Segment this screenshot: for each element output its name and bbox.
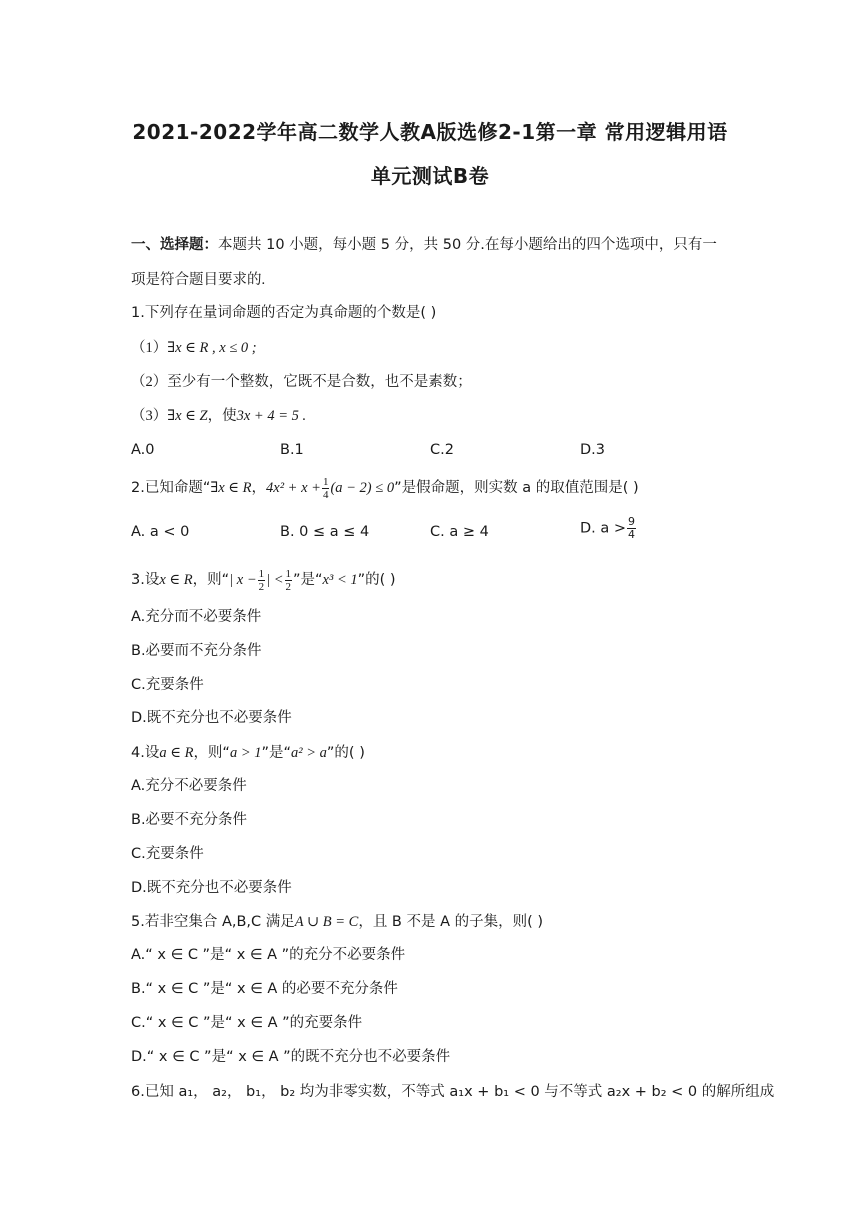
q2-math-a: ∃x ∈ R: [210, 479, 252, 496]
q1-item-3-label: （3）: [131, 408, 168, 424]
q2-option-c: C. a ≥ 4: [430, 524, 489, 540]
q2-frac-num: 1: [322, 476, 329, 488]
q1-item-3-text: ，使: [207, 408, 237, 424]
q5-option-a: A.“ x ∈ C ”是“ x ∈ A ”的充分不必要条件: [131, 947, 406, 963]
q2-option-d-den: 4: [628, 528, 636, 541]
q1-item-3: [131, 406, 306, 426]
page-subtitle: 单元测试B卷: [370, 164, 490, 188]
q4-option-a: A.充分不必要条件: [131, 778, 247, 794]
q2-option-a: A. a < 0: [131, 524, 190, 540]
q4-option-b: B.必要不充分条件: [131, 812, 248, 828]
q2-option-d-num: 9: [628, 515, 636, 528]
q4-option-d: D.既不充分也不必要条件: [131, 880, 292, 896]
q3-frac2-num: 1: [285, 568, 292, 580]
q2-prefix: 2.已知命题“: [131, 479, 211, 496]
section-intro-text: 本题共 10 小题，每小题 5 分，共 50 分.在每小题给出的四个选项中，只有一: [218, 237, 717, 253]
q2-frac-den: 4: [322, 489, 329, 501]
q5-option-b: B.“ x ∈ C ”是“ x ∈ A 的必要不充分条件: [131, 981, 398, 997]
q1-option-c: C.2: [430, 442, 454, 458]
q1-item-3-math-a: ∃x ∈ Z: [167, 408, 208, 424]
q3-fraction-2: [285, 568, 293, 593]
q3-stem: [131, 568, 396, 593]
q3-prefix: 3.设: [131, 571, 160, 588]
q2-option-b: B. 0 ≤ a ≤ 4: [280, 524, 370, 540]
q2-math-b: 4x² + x +: [266, 479, 321, 496]
q3-option-c: C.充要条件: [131, 677, 204, 693]
q3-option-d: D.既不充分也不必要条件: [131, 710, 292, 726]
q5-option-d: D.“ x ∈ C ”是“ x ∈ A ”的既不充分也不必要条件: [131, 1049, 451, 1065]
q1-option-b: B.1: [280, 442, 304, 458]
section-heading: 一、选择题：: [131, 237, 218, 253]
q1-item-1: [131, 338, 257, 358]
q4-math-b: a > 1: [229, 745, 262, 761]
page-title: 2021-2022学年高二数学人教A版选修2-1第一章 常用逻辑用语: [132, 120, 728, 144]
q5-prefix: 5.若非空集合 A,B,C 满足: [131, 914, 295, 930]
q2-fraction: [322, 476, 330, 501]
q2-stem: [131, 476, 639, 501]
q4-suffix: ”的( ): [326, 745, 365, 761]
q3-option-a: A.充分而不必要条件: [131, 609, 262, 625]
q5-math: A ∪ B = C: [294, 914, 359, 930]
q4-mid2: ”是“: [261, 745, 292, 761]
q6-stem: 6.已知 a₁， a₂， b₁， b₂ 均为非零实数，不等式 a₁x + b₁ < 0 与不等式 a₂x + b₂ < 0 的解所组成: [131, 1084, 775, 1100]
q3-math-a: x ∈ R: [159, 571, 193, 588]
q2-suffix: ”是假命题，则实数 a 的取值范围是( ): [394, 479, 639, 496]
q3-math-b: | x −: [229, 571, 257, 588]
q3-suffix: ”的( ): [357, 571, 396, 588]
q4-option-c: C.充要条件: [131, 846, 204, 862]
q3-mid1: ，则“: [192, 571, 230, 588]
q4-mid1: ，则“: [193, 745, 230, 761]
q1-item-1-label: （1）: [131, 340, 168, 356]
q1-option-d: D.3: [580, 442, 605, 458]
section-intro-cont: 项是符合题目要求的.: [131, 272, 266, 288]
q1-stem: 1.下列存在量词命题的否定为真命题的个数是( ): [131, 305, 437, 321]
q5-option-c: C.“ x ∈ C ”是“ x ∈ A ”的充要条件: [131, 1015, 363, 1031]
q1-item-1-math: ∃x ∈ R , x ≤ 0 ;: [167, 340, 257, 356]
q2-option-d: [580, 516, 637, 541]
q1-item-2: （2）至少有一个整数，它既不是合数，也不是素数；: [131, 374, 472, 390]
q3-option-b: B.必要而不充分条件: [131, 643, 262, 659]
q3-math-d: x³ < 1: [322, 571, 358, 588]
section-intro: [131, 235, 717, 255]
q2-comma: ，: [251, 479, 267, 496]
q2-math-c: (a − 2) ≤ 0: [330, 479, 395, 496]
q4-stem: [131, 743, 365, 763]
q1-item-3-math-b: 3x + 4 = 5 .: [236, 408, 307, 424]
q5-stem: [131, 912, 543, 932]
q1-option-a: A.0: [131, 442, 155, 458]
q3-frac1-den: 2: [258, 581, 265, 593]
q3-fraction-1: [258, 568, 266, 593]
q3-mid2: ”是“: [293, 571, 323, 588]
q3-math-c: | <: [266, 571, 284, 588]
q3-frac1-num: 1: [258, 568, 265, 580]
q2-option-d-fraction: [627, 516, 636, 541]
q4-prefix: 4.设: [131, 745, 160, 761]
q3-frac2-den: 2: [285, 581, 292, 593]
q4-math-a: a ∈ R: [159, 745, 194, 761]
q5-suffix: ，且 B 不是 A 的子集，则( ): [358, 914, 544, 930]
q2-option-d-label: D. a >: [580, 520, 627, 537]
q4-math-c: a² > a: [291, 745, 327, 761]
